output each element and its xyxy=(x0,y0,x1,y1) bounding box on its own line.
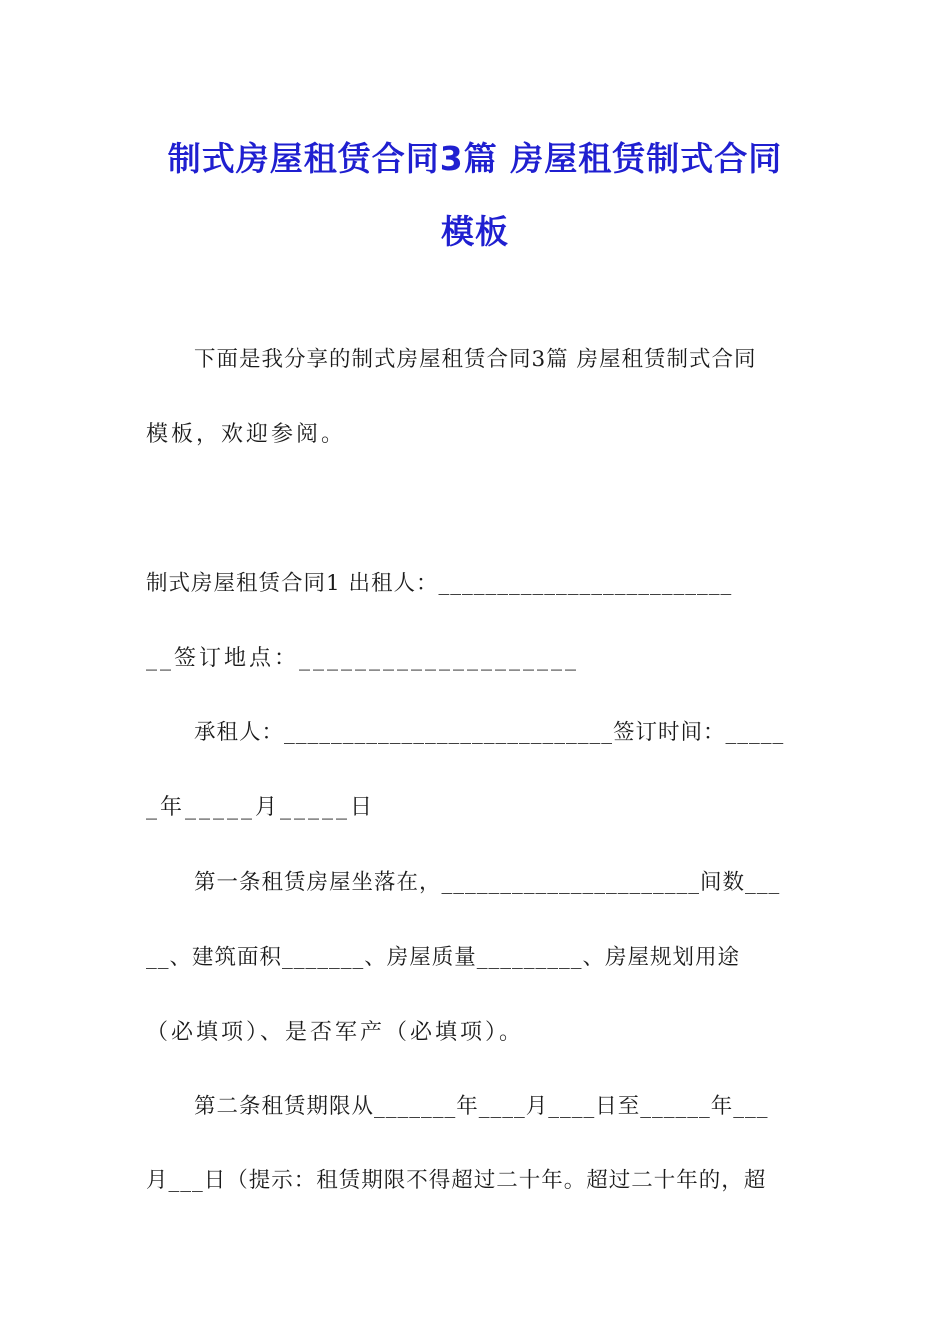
article-2-line-2: 月___日（提示：租赁期限不得超过二十年。超过二十年的，超 xyxy=(146,1168,767,1193)
date-line: _年_____月_____日 xyxy=(146,795,376,820)
lessee-signing-time-line: 承租人：____________________________签订时间：_____ xyxy=(194,720,785,745)
document-title-line-2: 模板 xyxy=(441,212,509,251)
signing-place-line: __签订地点：____________________ xyxy=(146,646,580,671)
contract-heading-lessor-line: 制式房屋租赁合同1 出租人：_________________________ xyxy=(146,571,733,596)
article-1-line-1: 第一条租赁房屋坐落在，______________________间数___ xyxy=(194,870,781,895)
article-1-line-2: __、建筑面积_______、房屋质量_________、房屋规划用途 xyxy=(146,945,741,970)
article-1-line-3: （必填项）、是否军产（必填项）。 xyxy=(146,1020,525,1045)
intro-line-2: 模板，欢迎参阅。 xyxy=(146,422,347,447)
article-2-line-1: 第二条租赁期限从_______年____月____日至______年___ xyxy=(194,1094,769,1119)
document-title-line-1: 制式房屋租赁合同3篇 房屋租赁制式合同 xyxy=(167,139,783,178)
intro-line-1: 下面是我分享的制式房屋租赁合同3篇 房屋租赁制式合同 xyxy=(194,347,757,372)
